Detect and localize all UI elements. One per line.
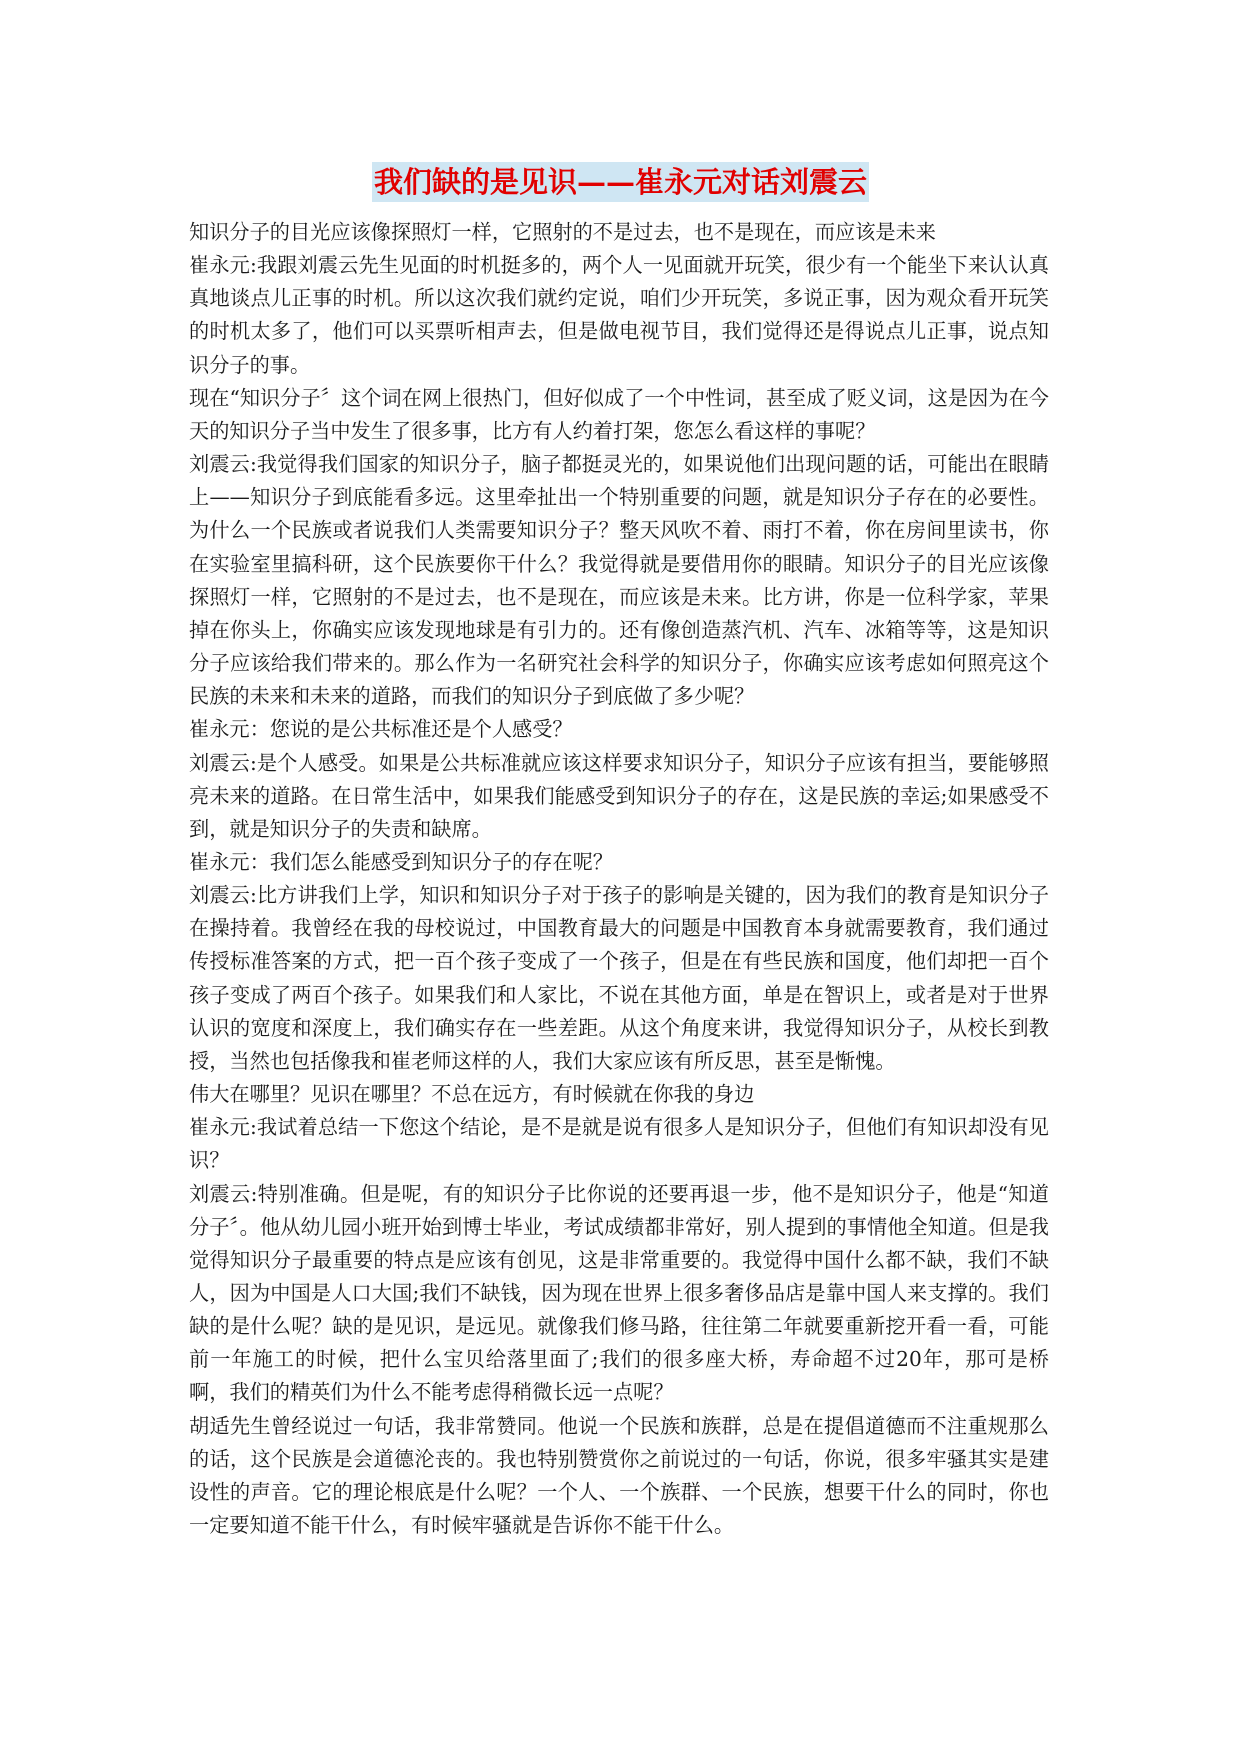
document-body bbox=[189, 216, 1049, 1542]
paragraph-cui-intro: 崔永元:我跟刘震云先生见面的时机挺多的，两个人一见面就开玩笑，很少有一个能坐下来认认真真地谈点儿正事的时机。所以这次我们就约定说，咱们少开玩笑，多说正事，因为观众看开玩笑的时机太多了，他们可以买票听相声去，但是做电视节目，我们觉得还是得说点儿正事，说点知识分子的事。 bbox=[189, 253, 1049, 377]
paragraph-liu-answer-1: 刘震云:我觉得我们国家的知识分子，脑子都挺灵光的，如果说他们出现问题的话，可能出在眼睛上——知识分子到底能看多远。这里牵扯出一个特别重要的问题，就是知识分子存在的必要性。为什么一个民族或者说我们人类需要知识分子？整天风吹不着、雨打不着，你在房间里读书，你在实验室里搞科研，这个民族要你干什么？我觉得就是要借用你的眼睛。知识分子的目光应该像探照灯一样，它照射的不是过去，也不是现在，而应该是未来。比方讲，你是一位科学家，苹果掉在你头上，你确实应该发现地球是有引力的。还有像创造蒸汽机、汽车、冰箱等等，这是知识分子应该给我们带来的。那么作为一名研究社会科学的知识分子，你确实应该考虑如何照亮这个民族的未来和未来的道路，而我们的知识分子到底做了多少呢？ bbox=[189, 452, 1049, 709]
paragraph-liu-answer-4: 刘震云:特别准确。但是呢，有的知识分子比你说的还要再退一步，他不是知识分子，他是“知道分子〞。他从幼儿园小班开始到博士毕业，考试成绩都非常好，别人提到的事情他全知道。但是我觉得知识分子最重要的特点是应该有创见，这是非常重要的。我觉得中国什么都不缺，我们不缺人，因为中国是人口大国;我们不缺钱，因为现在世界上很多奢侈品店是靠中国人来支撑的。我们缺的是什么呢？缺的是见识，是远见。就像我们修马路，往往第二年就要重新挖开看一看，可能前一年施工的时候，把什么宝贝给落里面了;我们的很多座大桥，寿命超不过20年，那可是桥啊，我们的精英们为什么不能考虑得稍微长远一点呢？ bbox=[189, 1181, 1049, 1405]
paragraph-liu-answer-2: 刘震云:是个人感受。如果是公共标准就应该这样要求知识分子，知识分子应该有担当，要能够照亮未来的道路。在日常生活中，如果我们能感受到知识分子的存在，这是民族的幸运;如果感受不到，就是知识分子的失责和缺席。 bbox=[189, 750, 1049, 841]
paragraph-liu-answer-3: 刘震云:比方讲我们上学，知识和知识分子对于孩子的影响是关键的，因为我们的教育是知识分子在操持着。我曾经在我的母校说过，中国教育最大的问题是中国教育本身就需要教育，我们通过传授标准答案的方式，把一百个孩子变成了一个孩子，但是在有些民族和国度，他们却把一百个孩子变成了两百个孩子。如果我们和人家比，不说在其他方面，单是在智识上，或者是对于世界认识的宽度和深度上，我们确实存在一些差距。从这个角度来讲，我觉得知识分子，从校长到教授，当然也包括像我和崔老师这样的人，我们大家应该有所反思，甚至是惭愧。 bbox=[189, 883, 1049, 1073]
paragraph-closing: 胡适先生曾经说过一句话，我非常赞同。他说一个民族和族群，总是在提倡道德而不注重规那么的话，这个民族是会道德沦丧的。我也特别赞赏你之前说过的一句话，你说，很多牢骚其实是建设性的声音。它的理论根底是什么呢？一个人、一个族群、一个民族，想要干什么的同时，你也一定要知道不能干什么，有时候牢骚就是告诉你不能干什么。 bbox=[189, 1413, 1049, 1538]
paragraph-subheading-1: 知识分子的目光应该像探照灯一样，它照射的不是过去，也不是现在，而应该是未来 bbox=[189, 220, 936, 244]
paragraph-question-1: 现在“知识分子〞这个词在网上很热门，但好似成了一个中性词，甚至成了贬义词，这是因为在今天的知识分子当中发生了很多事，比方有人约着打架，您怎么看这样的事呢？ bbox=[189, 385, 1049, 443]
paragraph-cui-question-3: 崔永元：我们怎么能感受到知识分子的存在呢？ bbox=[189, 849, 613, 874]
paragraph-cui-question-2: 崔永元：您说的是公共标准还是个人感受？ bbox=[189, 717, 573, 742]
document-title: 我们缺的是见识——崔永元对话刘震云 bbox=[372, 162, 869, 202]
title-container bbox=[0, 162, 1241, 202]
paragraph-subheading-2: 伟大在哪里？见识在哪里？不总在远方，有时候就在你我的身边 bbox=[189, 1082, 755, 1107]
paragraph-cui-question-4: 崔永元:我试着总结一下您这个结论，是不是就是说有很多人是知识分子，但他们有知识却没有见识？ bbox=[189, 1115, 1049, 1173]
